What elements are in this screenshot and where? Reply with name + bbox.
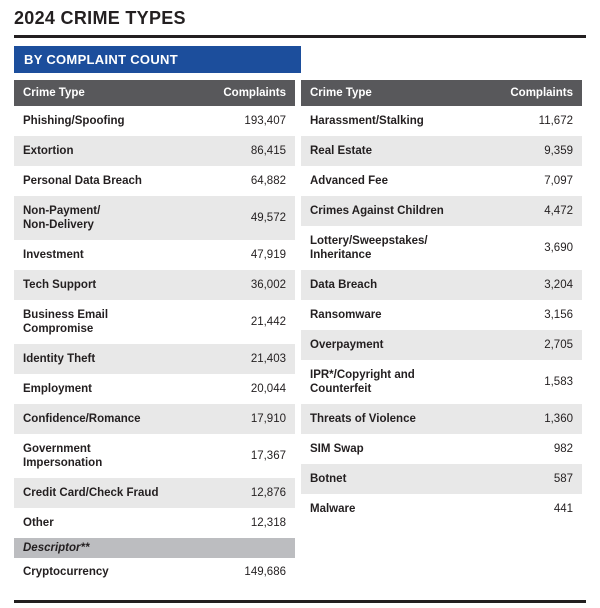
cell-crime-type: Tech Support bbox=[14, 270, 191, 300]
descriptor-value: 149,686 bbox=[244, 566, 286, 579]
table-row bbox=[301, 494, 582, 524]
cell-crime-type: Overpayment bbox=[301, 330, 478, 360]
table-row bbox=[301, 404, 582, 434]
cell-complaints: 1,360 bbox=[478, 404, 582, 434]
cell-complaints: 49,572 bbox=[191, 196, 295, 240]
cell-crime-type: SIM Swap bbox=[301, 434, 478, 464]
table-row bbox=[14, 136, 295, 166]
cell-complaints: 11,672 bbox=[478, 106, 582, 136]
cell-crime-type: Business Email Compromise bbox=[14, 300, 191, 344]
right-table-head bbox=[301, 80, 582, 106]
cell-complaints: 1,583 bbox=[478, 360, 582, 404]
cell-complaints: 17,367 bbox=[191, 434, 295, 478]
descriptor-band-label: Descriptor** bbox=[14, 538, 295, 558]
cell-crime-type: Lottery/Sweepstakes/ Inheritance bbox=[301, 226, 478, 270]
left-table-head bbox=[14, 80, 295, 106]
cell-complaints: 982 bbox=[478, 434, 582, 464]
cell-complaints: 20,044 bbox=[191, 374, 295, 404]
table-row bbox=[301, 464, 582, 494]
table-row bbox=[301, 166, 582, 196]
table-row bbox=[14, 434, 295, 478]
cell-crime-type: Identity Theft bbox=[14, 344, 191, 374]
cell-complaints: 36,002 bbox=[191, 270, 295, 300]
table-row bbox=[14, 404, 295, 434]
cell-crime-type: Non-Payment/ Non-Delivery bbox=[14, 196, 191, 240]
cell-crime-type: Government Impersonation bbox=[14, 434, 191, 478]
table-row bbox=[14, 478, 295, 508]
cell-complaints: 4,472 bbox=[478, 196, 582, 226]
table-row bbox=[14, 240, 295, 270]
cell-crime-type: Investment bbox=[14, 240, 191, 270]
cell-crime-type: Phishing/Spoofing bbox=[14, 106, 191, 136]
cell-crime-type: Ransomware bbox=[301, 300, 478, 330]
left-table bbox=[14, 80, 295, 538]
cell-complaints: 47,919 bbox=[191, 240, 295, 270]
cell-crime-type: Crimes Against Children bbox=[301, 196, 478, 226]
table-row bbox=[301, 196, 582, 226]
cell-complaints: 3,690 bbox=[478, 226, 582, 270]
banner-by-complaint-count: BY COMPLAINT COUNT bbox=[14, 46, 301, 73]
cell-complaints: 7,097 bbox=[478, 166, 582, 196]
cell-crime-type: Confidence/Romance bbox=[14, 404, 191, 434]
cell-crime-type: Employment bbox=[14, 374, 191, 404]
cell-crime-type: Malware bbox=[301, 494, 478, 524]
table-row bbox=[14, 374, 295, 404]
cell-complaints: 64,882 bbox=[191, 166, 295, 196]
cell-complaints: 21,442 bbox=[191, 300, 295, 344]
cell-complaints: 193,407 bbox=[191, 106, 295, 136]
cell-crime-type: Threats of Violence bbox=[301, 404, 478, 434]
table-row bbox=[14, 270, 295, 300]
right-header-crime-type: Crime Type bbox=[301, 80, 478, 106]
table-row bbox=[301, 330, 582, 360]
cell-crime-type: IPR*/Copyright and Counterfeit bbox=[301, 360, 478, 404]
cell-crime-type: Credit Card/Check Fraud bbox=[14, 478, 191, 508]
cell-crime-type: Advanced Fee bbox=[301, 166, 478, 196]
descriptor-rows bbox=[0, 558, 600, 586]
cell-crime-type: Data Breach bbox=[301, 270, 478, 300]
table-row bbox=[301, 270, 582, 300]
cell-complaints: 441 bbox=[478, 494, 582, 524]
cell-complaints: 2,705 bbox=[478, 330, 582, 360]
cell-complaints: 12,876 bbox=[191, 478, 295, 508]
left-table-body bbox=[14, 106, 295, 538]
left-column bbox=[14, 80, 295, 538]
descriptor-row bbox=[14, 558, 295, 586]
cell-crime-type: Harassment/Stalking bbox=[301, 106, 478, 136]
table-row bbox=[301, 300, 582, 330]
cell-crime-type: Real Estate bbox=[301, 136, 478, 166]
right-column bbox=[301, 80, 582, 538]
cell-crime-type: Botnet bbox=[301, 464, 478, 494]
table-row bbox=[301, 434, 582, 464]
bottom-rule bbox=[14, 600, 586, 603]
right-table-body bbox=[301, 106, 582, 524]
page-title: 2024 CRIME TYPES bbox=[14, 8, 186, 28]
cell-complaints: 21,403 bbox=[191, 344, 295, 374]
cell-crime-type: Personal Data Breach bbox=[14, 166, 191, 196]
left-header-complaints: Complaints bbox=[191, 80, 295, 106]
table-row bbox=[301, 360, 582, 404]
left-header-row bbox=[14, 80, 295, 106]
descriptor-label: Cryptocurrency bbox=[23, 566, 109, 579]
cell-crime-type: Other bbox=[14, 508, 191, 538]
table-row bbox=[301, 226, 582, 270]
cell-complaints: 3,204 bbox=[478, 270, 582, 300]
cell-complaints: 3,156 bbox=[478, 300, 582, 330]
right-table bbox=[301, 80, 582, 524]
table-row bbox=[14, 196, 295, 240]
table-row bbox=[301, 136, 582, 166]
cell-complaints: 9,359 bbox=[478, 136, 582, 166]
table-row bbox=[14, 344, 295, 374]
tables-container bbox=[0, 73, 600, 538]
table-row bbox=[301, 106, 582, 136]
left-header-crime-type: Crime Type bbox=[14, 80, 191, 106]
right-header-complaints: Complaints bbox=[478, 80, 582, 106]
table-row bbox=[14, 508, 295, 538]
table-row bbox=[14, 106, 295, 136]
right-header-row bbox=[301, 80, 582, 106]
table-row bbox=[14, 300, 295, 344]
table-row bbox=[14, 166, 295, 196]
cell-complaints: 86,415 bbox=[191, 136, 295, 166]
cell-complaints: 587 bbox=[478, 464, 582, 494]
cell-crime-type: Extortion bbox=[14, 136, 191, 166]
cell-complaints: 12,318 bbox=[191, 508, 295, 538]
banner-row bbox=[0, 38, 600, 73]
cell-complaints: 17,910 bbox=[191, 404, 295, 434]
